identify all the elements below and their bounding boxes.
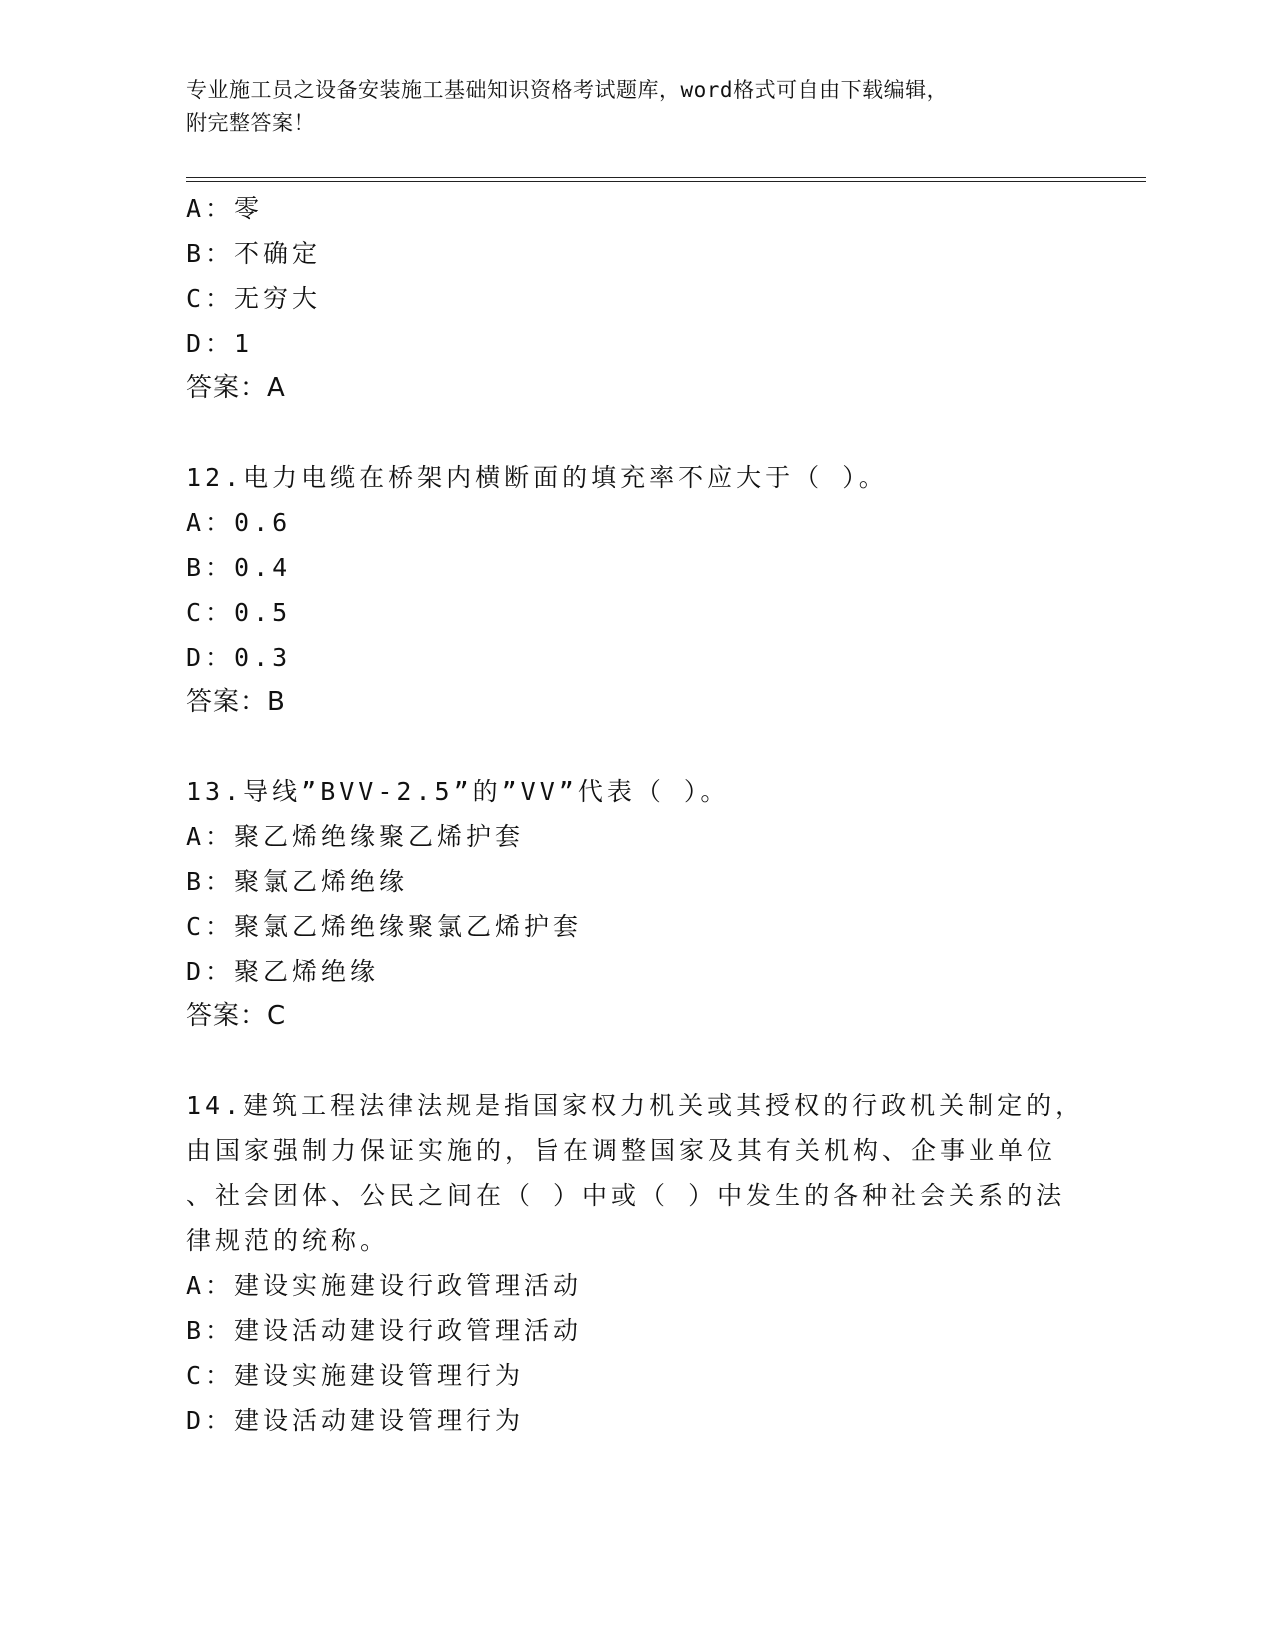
document-header — [186, 74, 1086, 140]
option-b: B：聚氯乙烯绝缘 — [186, 867, 409, 896]
option-d: D：聚乙烯绝缘 — [186, 957, 380, 986]
option-c: C：建设实施建设管理行为 — [186, 1361, 525, 1390]
answer: 答案：B — [186, 687, 286, 717]
option-a: A：建设实施建设行政管理活动 — [186, 1271, 583, 1300]
question-14 — [186, 1083, 1146, 1443]
question-text: 12.电力电缆在桥架内横断面的填充率不应大于（ ）。 — [186, 463, 888, 492]
header-divider — [186, 177, 1146, 182]
question-text: 13.导线”BVV-2.5”的”VV”代表（ ）。 — [186, 777, 730, 806]
question-12 — [186, 455, 1146, 725]
option-c: C：无穷大 — [186, 284, 322, 313]
question-text-line-4: 律规范的统称。 — [186, 1226, 390, 1255]
answer: 答案：C — [186, 1001, 287, 1031]
header-line-1: 专业施工员之设备安装施工基础知识资格考试题库，word格式可自由下载编辑， — [186, 78, 949, 102]
question-11 — [186, 186, 1146, 411]
option-a: A：聚乙烯绝缘聚乙烯护套 — [186, 822, 525, 851]
option-b: B：不确定 — [186, 239, 322, 268]
question-text-line-3: 、社会团体、公民之间在（ ）中或（ ）中发生的各种社会关系的法 — [186, 1181, 1066, 1210]
option-a: A：0.6 — [186, 508, 292, 537]
option-d: D：0.3 — [186, 643, 292, 672]
document-page — [186, 0, 1146, 1650]
option-b: B：建设活动建设行政管理活动 — [186, 1316, 583, 1345]
header-line-2: 附完整答案！ — [186, 111, 315, 135]
option-c: C：0.5 — [186, 598, 292, 627]
question-list — [186, 186, 1146, 1443]
question-text-line-1: 14.建筑工程法律法规是指国家权力机关或其授权的行政机关制定的， — [186, 1091, 1085, 1120]
option-d: D：1 — [186, 329, 254, 358]
question-13 — [186, 769, 1146, 1039]
option-b: B：0.4 — [186, 553, 292, 582]
answer: 答案：A — [186, 373, 286, 403]
question-text-line-2: 由国家强制力保证实施的，旨在调整国家及其有关机构、企事业单位 — [186, 1136, 1057, 1165]
option-c: C：聚氯乙烯绝缘聚氯乙烯护套 — [186, 912, 583, 941]
option-a: A：零 — [186, 194, 264, 223]
option-d: D：建设活动建设管理行为 — [186, 1406, 525, 1435]
